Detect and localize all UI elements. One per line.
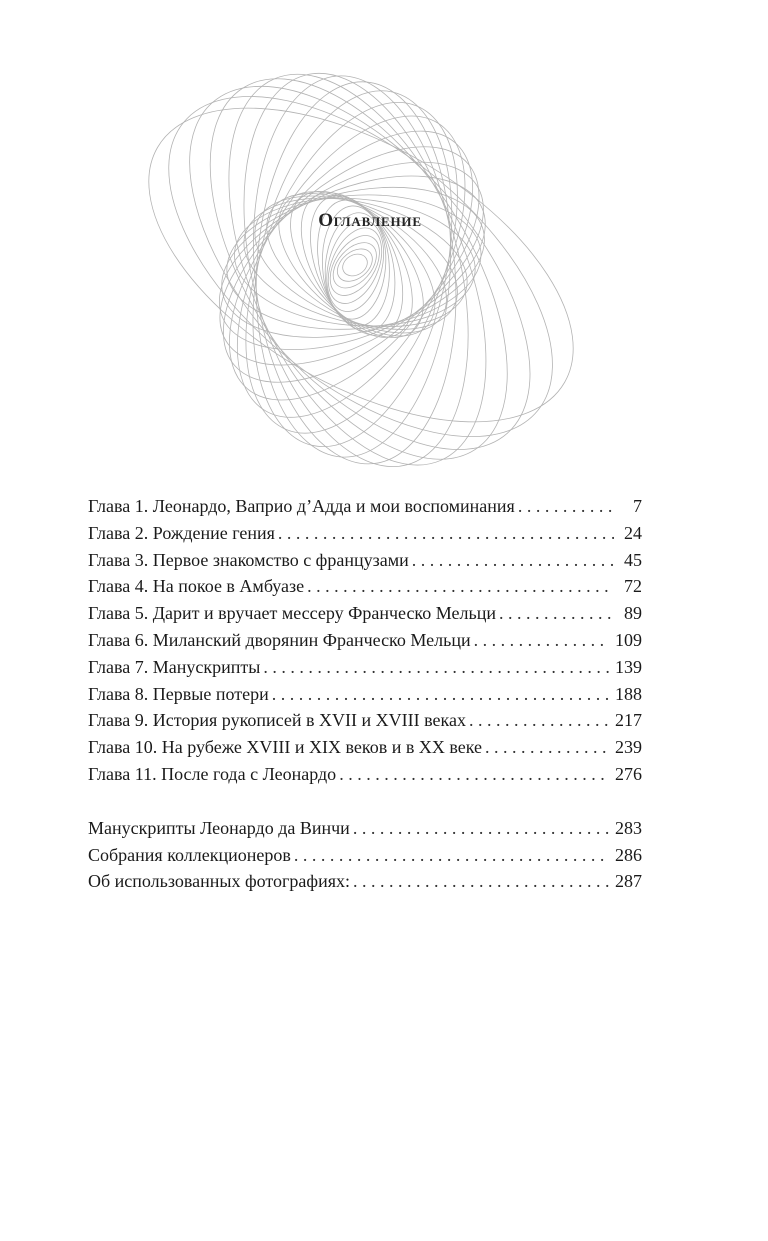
dot-leader <box>518 493 614 520</box>
toc-entry-page-number: 24 <box>624 522 642 543</box>
toc-entry-title: Глава 8. Первые потери <box>88 683 269 704</box>
page-title: Оглавление <box>318 210 422 231</box>
toc-entry-page-number: 139 <box>615 656 642 677</box>
toc-entry-page-number: 239 <box>615 737 642 758</box>
dot-leader <box>353 815 609 842</box>
spiral-ring <box>203 72 500 463</box>
spiral-ring <box>339 250 372 280</box>
toc-entry-page-number: 89 <box>624 603 642 624</box>
toc-entry[interactable] <box>88 868 642 895</box>
spiral-ring <box>150 70 567 470</box>
toc-entry-title: Глава 5. Дарит и вручает мессеру Франческо Мельци <box>88 603 496 624</box>
toc-entry[interactable] <box>88 520 642 547</box>
dot-leader <box>499 600 614 627</box>
dot-leader <box>474 627 609 654</box>
dot-leader <box>469 707 609 734</box>
spiral-ring <box>245 76 462 463</box>
spiral-ring <box>184 89 519 443</box>
toc-entry-title: Глава 2. Рождение гения <box>88 522 275 543</box>
dot-leader <box>307 573 614 600</box>
toc-entry[interactable] <box>88 547 642 574</box>
toc-entry[interactable] <box>88 573 642 600</box>
dot-leader <box>485 734 609 761</box>
dot-leader <box>353 868 609 895</box>
dot-leader <box>272 681 609 708</box>
dot-leader <box>339 761 609 788</box>
toc-entry[interactable] <box>88 600 642 627</box>
table-of-contents <box>88 493 642 895</box>
toc-entry-title: Глава 1. Леонардо, Ваприо д’Адда и мои воспоминания <box>88 496 515 516</box>
toc-entry-title: Собрания коллекционеров <box>88 844 291 865</box>
toc-entry[interactable] <box>88 627 642 654</box>
spiral-ring <box>331 242 378 288</box>
toc-entry-page-number: 287 <box>615 871 642 892</box>
dot-leader <box>263 654 609 681</box>
toc-entry[interactable] <box>88 654 642 681</box>
toc-entry-page-number: 283 <box>615 817 642 838</box>
toc-entry-title: Глава 9. История рукописей в XVII и XVIII веках <box>88 710 466 731</box>
toc-entry[interactable] <box>88 681 642 708</box>
chapter-list <box>88 493 642 788</box>
toc-entry-page-number: 7 <box>633 496 642 516</box>
toc-entry-title: Глава 4. На покое в Амбуазе <box>88 576 305 597</box>
toc-entry-title: Глава 7. Манускрипты <box>88 656 261 677</box>
toc-entry-page-number: 45 <box>624 549 642 570</box>
spiral-ring <box>191 78 512 455</box>
toc-entry[interactable] <box>88 842 642 869</box>
toc-entry-title: Глава 3. Первое знакомство с французами <box>88 549 409 570</box>
appendix-list <box>88 815 642 895</box>
dot-leader <box>412 547 614 574</box>
toc-entry-page-number: 109 <box>615 629 642 650</box>
toc-entry[interactable] <box>88 761 642 788</box>
toc-entry[interactable] <box>88 493 642 520</box>
dot-leader <box>278 520 614 547</box>
dot-leader <box>294 842 609 869</box>
toc-entry[interactable] <box>88 707 642 734</box>
toc-entry-title: Манускрипты Леонардо да Винчи <box>88 817 350 838</box>
toc-entry-page-number: 72 <box>624 576 642 597</box>
toc-entry-title: Глава 11. После года с Леонардо <box>88 763 337 784</box>
spiral-ring <box>243 165 470 362</box>
toc-entry-title: Глава 10. На рубеже XVIII и XIX веков и в XX веке <box>88 737 483 758</box>
toc-entry-page-number: 276 <box>615 763 642 784</box>
spiral-ornament <box>120 70 620 470</box>
toc-entry-page-number: 217 <box>615 710 642 731</box>
toc-entry-title: Об использованных фотографиях: <box>88 871 350 892</box>
toc-entry-title: Глава 6. Миланский дворянин Франческо Мельци <box>88 629 471 650</box>
toc-entry-page-number: 188 <box>615 683 642 704</box>
spiral-ring <box>176 70 538 470</box>
spiral-ring <box>206 163 500 362</box>
toc-entry[interactable] <box>88 815 642 842</box>
toc-entry[interactable] <box>88 734 642 761</box>
toc-entry-page-number: 286 <box>615 844 642 865</box>
